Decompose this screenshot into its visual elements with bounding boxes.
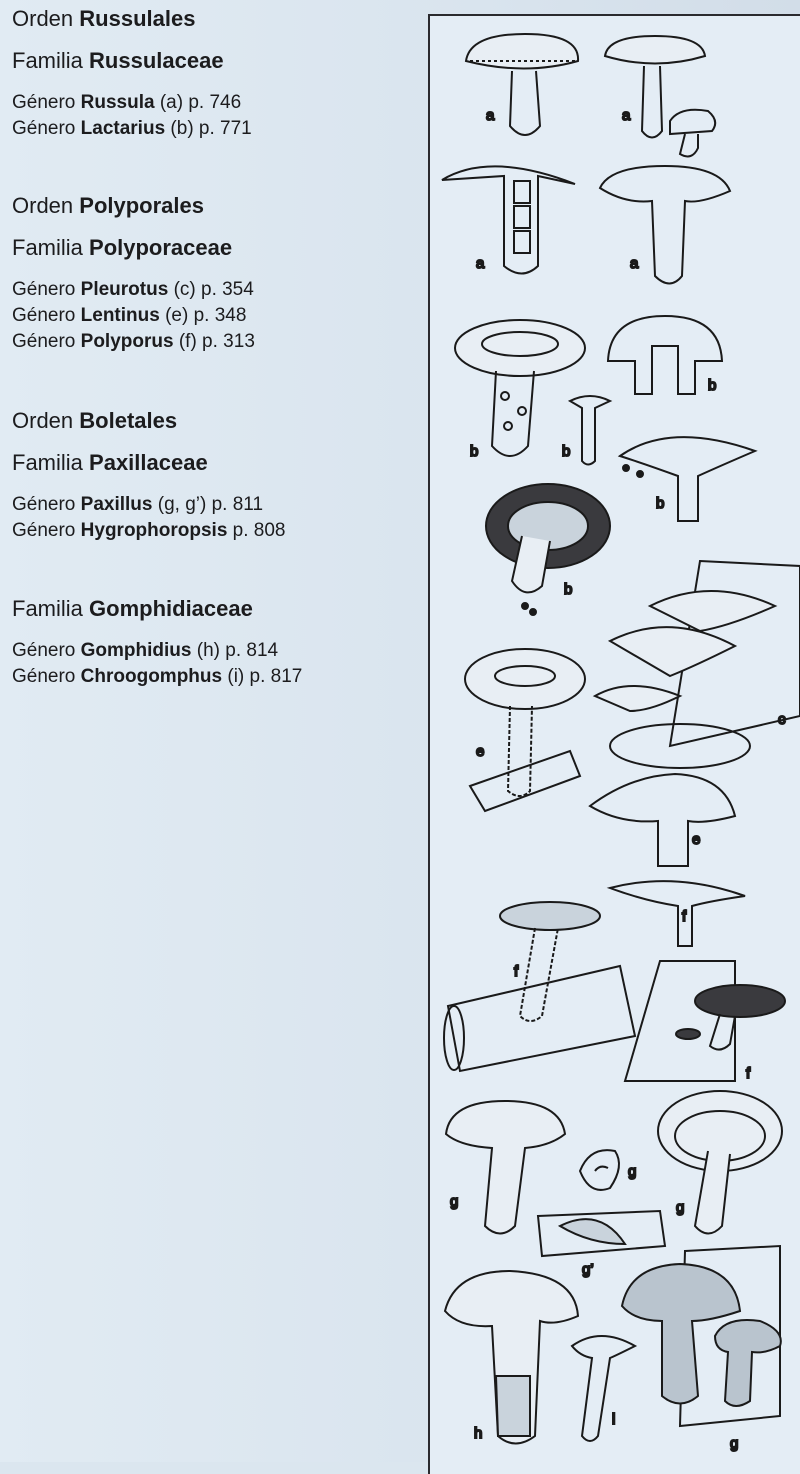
figure-label: f bbox=[514, 963, 519, 980]
figure-label: a bbox=[622, 107, 631, 124]
figure-label: i bbox=[612, 1411, 616, 1428]
figure-label: g bbox=[628, 1163, 637, 1180]
illustration-chroogomphus-i bbox=[572, 1336, 635, 1441]
family-heading: Familia Russulaceae bbox=[12, 48, 224, 73]
illustration-lactarius-b1 bbox=[455, 320, 585, 456]
figure-label: b bbox=[564, 581, 573, 598]
figure-label: b bbox=[656, 495, 665, 512]
illustration-russula-a2 bbox=[605, 36, 715, 156]
group-polyporales bbox=[12, 193, 255, 355]
illustration-polyporus-section-f bbox=[610, 881, 745, 946]
order-heading: Orden Polyporales bbox=[12, 193, 204, 218]
figure-label: a bbox=[486, 107, 495, 124]
illustration-polyporus-f2 bbox=[625, 961, 785, 1081]
illustration-paxillus-g1 bbox=[446, 1101, 565, 1234]
figure-label: b bbox=[470, 443, 479, 460]
genus-entry: Género Gomphidius (h) p. 814 bbox=[12, 640, 279, 661]
figure-label: b bbox=[562, 443, 571, 460]
figure-label: f bbox=[746, 1065, 751, 1082]
illustration-lactarius-b4 bbox=[486, 484, 610, 615]
illustration-russula-section-a1 bbox=[442, 166, 575, 273]
family-heading: Familia Gomphidiaceae bbox=[12, 596, 253, 621]
group-gomphidiaceae bbox=[12, 596, 302, 690]
figure-label: a bbox=[476, 255, 485, 272]
genus-entry: Género Pleurotus (c) p. 354 bbox=[12, 279, 254, 300]
illustration-paxillus-g2 bbox=[580, 1150, 619, 1190]
figure-label: f bbox=[682, 908, 687, 925]
genus-entry: Género Chroogomphus (i) p. 817 bbox=[12, 666, 303, 687]
illustration-lactarius-b3 bbox=[620, 437, 755, 521]
illustration-lentinus-e1 bbox=[465, 649, 585, 811]
genus-entry: Género Lentinus (e) p. 348 bbox=[12, 305, 247, 326]
family-heading: Familia Polyporaceae bbox=[12, 235, 233, 260]
genus-entry: Género Lactarius (b) p. 771 bbox=[12, 118, 252, 139]
figure-label: g bbox=[450, 1193, 459, 1210]
figure-label: h bbox=[474, 1425, 483, 1442]
figure-label: g bbox=[676, 1199, 685, 1216]
illustration-paxillus-g4 bbox=[622, 1246, 781, 1426]
mushroom-illustration-panel bbox=[428, 14, 800, 1474]
genus-entry: Género Polyporus (f) p. 313 bbox=[12, 331, 255, 352]
illustration-russula-a1 bbox=[466, 34, 578, 135]
figure-label: e bbox=[476, 743, 485, 760]
figure-label: g’ bbox=[582, 1261, 594, 1278]
group-boletales bbox=[12, 408, 286, 544]
figure-label: c bbox=[778, 711, 786, 728]
figure-label: b bbox=[708, 377, 717, 394]
family-heading: Familia Paxillaceae bbox=[12, 450, 208, 475]
illustration-paxillus-g-prime bbox=[538, 1211, 665, 1256]
figure-label: g bbox=[730, 1435, 739, 1452]
figure-label: a bbox=[630, 255, 639, 272]
genus-entry: Género Paxillus (g, g’) p. 811 bbox=[12, 494, 264, 515]
genus-entry: Género Hygrophoropsis p. 808 bbox=[12, 520, 286, 541]
illustration-gomphidius-h bbox=[445, 1271, 578, 1444]
illustration-russula-section-a2 bbox=[600, 166, 730, 284]
illustration-lentinus-section-e bbox=[590, 774, 735, 866]
figure-label: e bbox=[692, 831, 701, 848]
illustration-polyporus-f1 bbox=[444, 902, 635, 1071]
illustration-pleurotus-c bbox=[595, 561, 800, 768]
order-heading: Orden Russulales bbox=[12, 6, 196, 31]
mushroom-illustrations bbox=[430, 16, 800, 1464]
genus-entry: Género Russula (a) p. 746 bbox=[12, 92, 242, 113]
order-heading: Orden Boletales bbox=[12, 408, 178, 433]
group-russulales bbox=[12, 6, 252, 142]
